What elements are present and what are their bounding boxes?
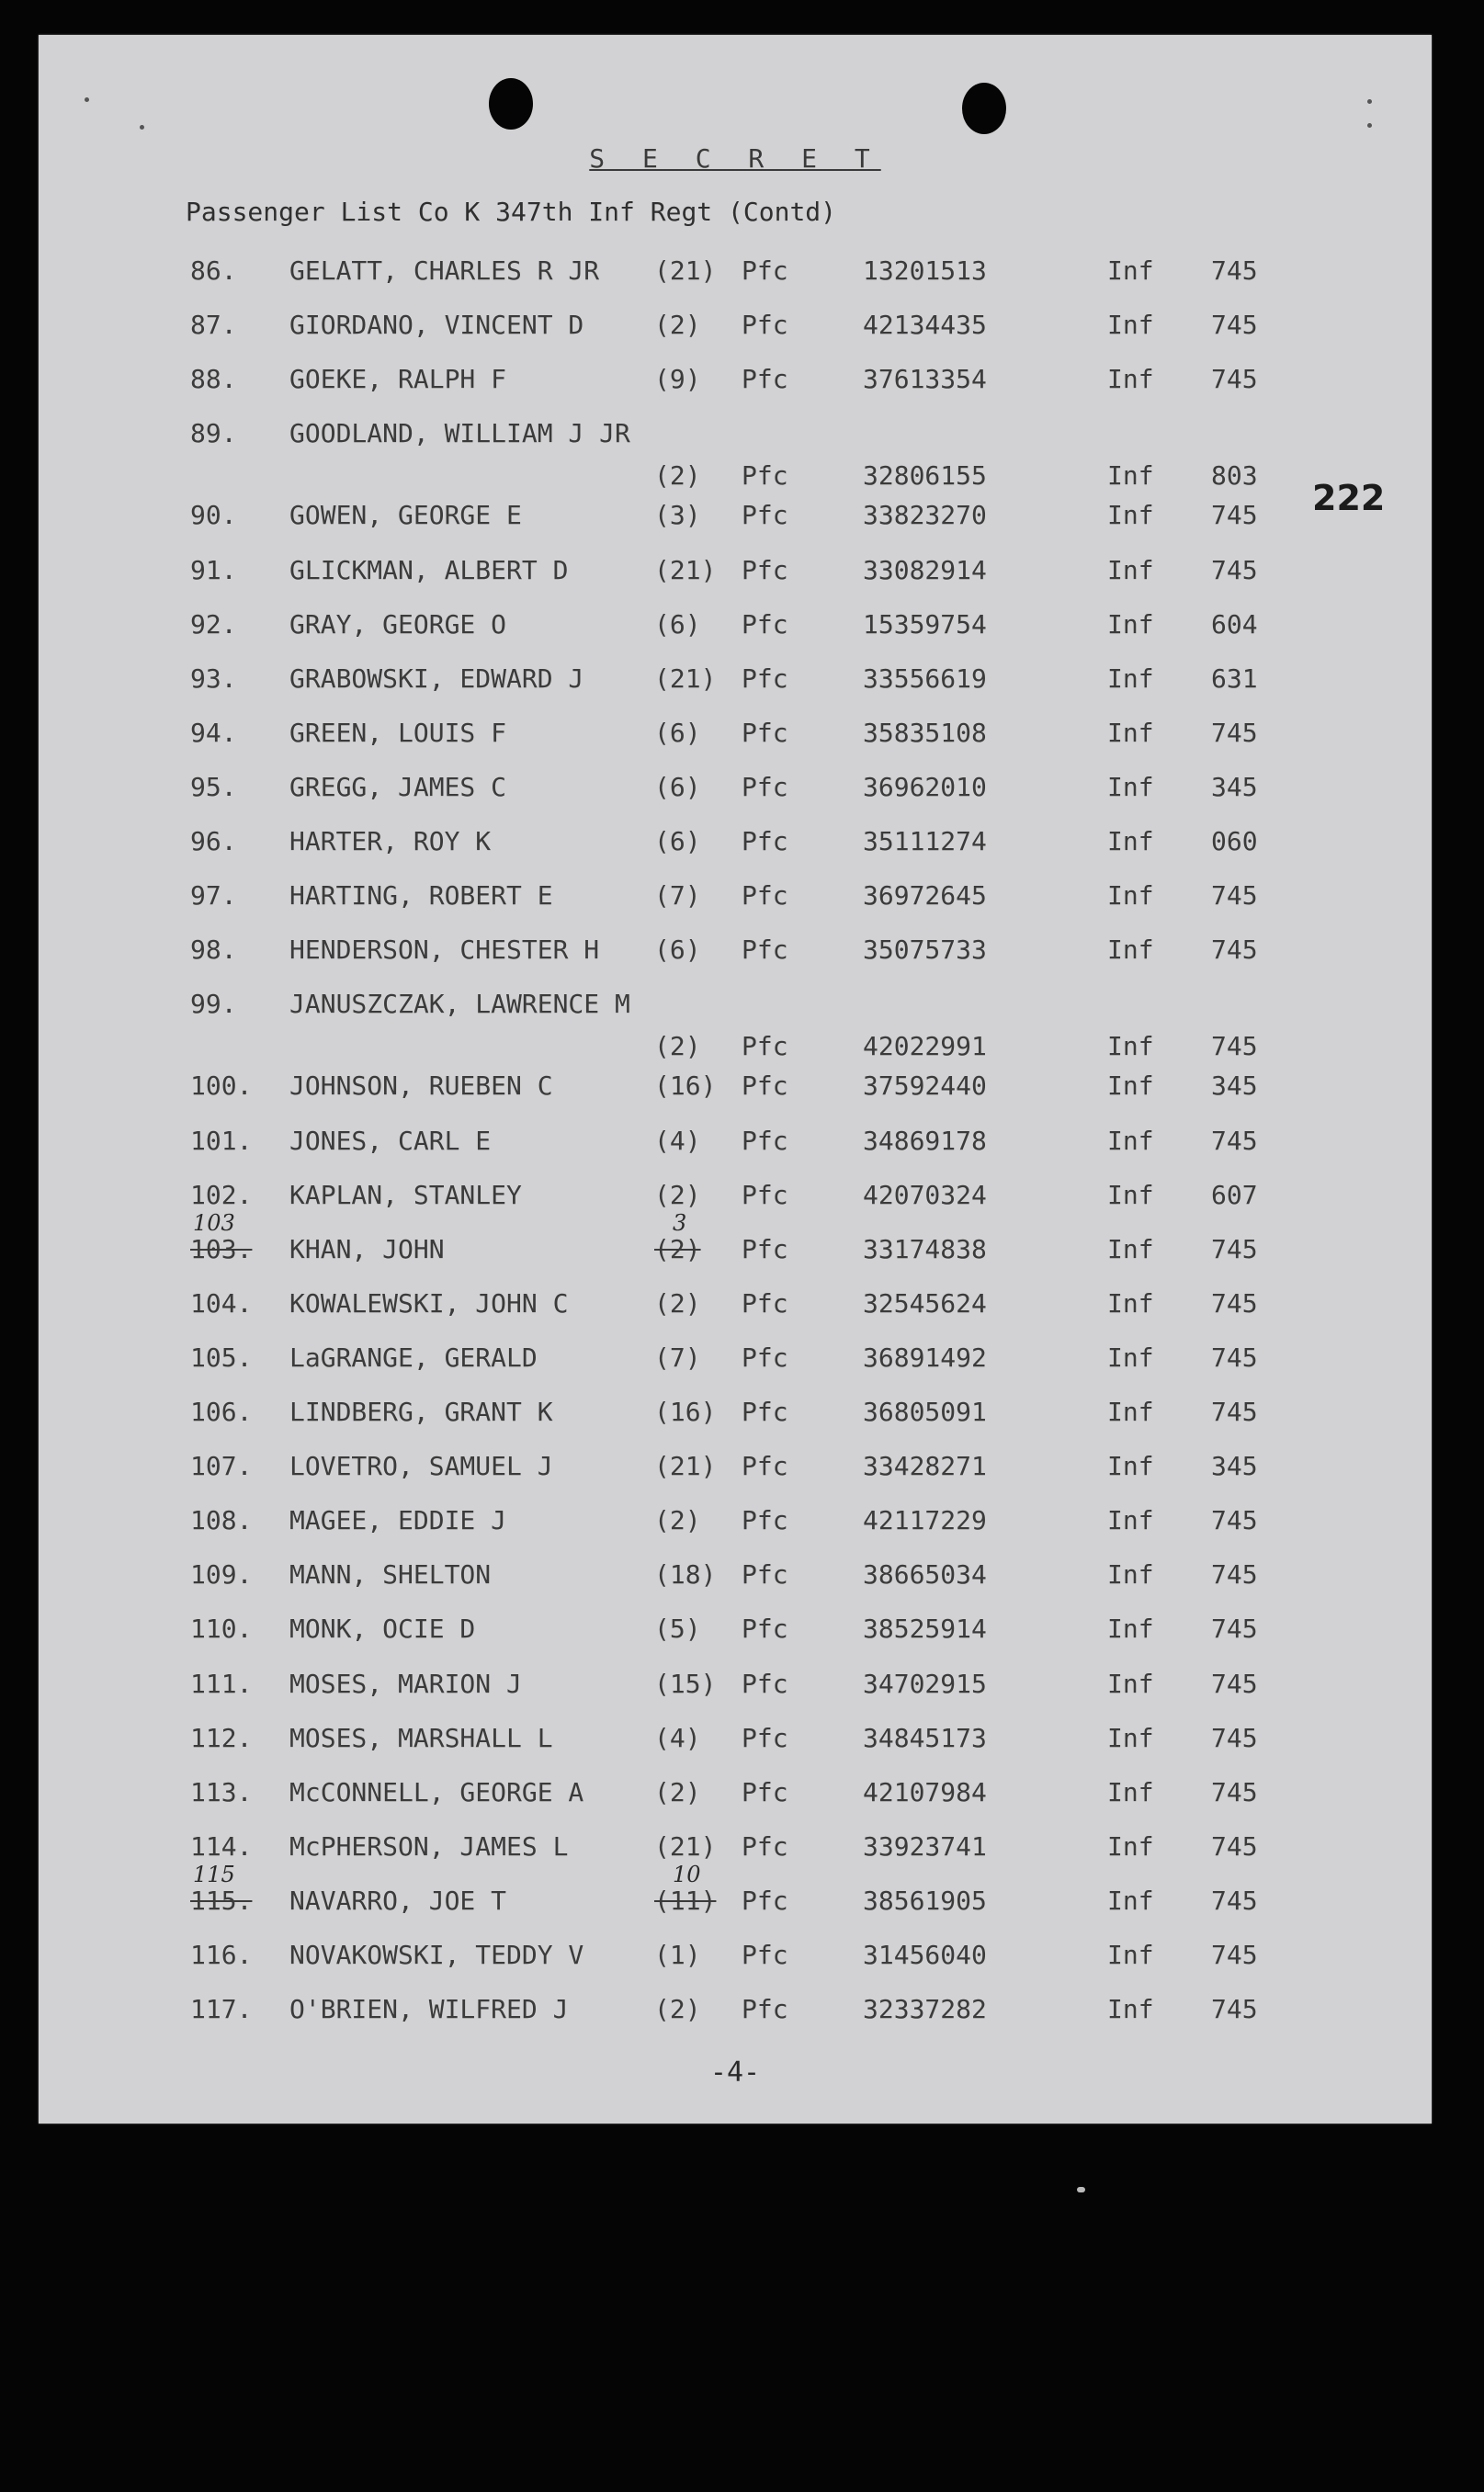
- soldier-name: HARTER, ROY K: [289, 826, 492, 856]
- serial-number: 42070324: [863, 1179, 987, 1210]
- branch: Inf: [1107, 1031, 1154, 1062]
- row-number: 89.: [190, 418, 237, 449]
- row-number: 91.: [190, 554, 237, 585]
- mos-code: 604: [1211, 608, 1258, 640]
- group-number: (3): [654, 500, 701, 531]
- handwritten-row-number: 103: [193, 1209, 235, 1236]
- branch: Inf: [1107, 1722, 1154, 1753]
- branch: Inf: [1107, 1179, 1154, 1210]
- group-number: (7): [654, 880, 701, 912]
- branch: Inf: [1107, 255, 1154, 286]
- rank: Pfc: [742, 460, 788, 492]
- list-row: [39, 772, 1432, 812]
- row-number: 97.: [190, 880, 237, 912]
- serial-number: 32545624: [863, 1287, 987, 1319]
- page-stamp-number: 222: [1312, 478, 1386, 518]
- group-number: (4): [654, 1722, 701, 1753]
- mos-code: 345: [1211, 771, 1258, 802]
- mos-code: 803: [1211, 460, 1258, 492]
- branch: Inf: [1107, 1125, 1154, 1156]
- rank: Pfc: [742, 826, 788, 856]
- group-number: (2): [654, 1031, 701, 1062]
- mos-code: 745: [1211, 554, 1258, 585]
- row-number: 113.: [190, 1776, 253, 1807]
- soldier-name: MOSES, MARION J: [289, 1668, 522, 1699]
- soldier-name: GRABOWSKI, EDWARD J: [289, 663, 584, 694]
- serial-number: 33428271: [863, 1451, 987, 1482]
- list-row: [39, 1669, 1432, 1709]
- row-number: 104.: [190, 1287, 253, 1319]
- soldier-name: KAPLAN, STANLEY: [289, 1179, 522, 1210]
- branch: Inf: [1107, 1668, 1154, 1699]
- branch: Inf: [1107, 1070, 1154, 1102]
- row-number: 99.: [190, 989, 237, 1020]
- soldier-name: GOEKE, RALPH F: [289, 364, 507, 395]
- branch: Inf: [1107, 934, 1154, 966]
- mos-code: 745: [1211, 1940, 1258, 1970]
- soldier-name: LOVETRO, SAMUEL J: [289, 1451, 553, 1482]
- group-number: (16): [654, 1070, 717, 1102]
- serial-number: 15359754: [863, 608, 987, 640]
- mos-code: 745: [1211, 1994, 1258, 2025]
- rank: Pfc: [742, 1397, 788, 1427]
- rank: Pfc: [742, 1031, 788, 1062]
- rank: Pfc: [742, 500, 788, 531]
- group-number: (6): [654, 608, 701, 640]
- row-number: 102.: [190, 1179, 253, 1210]
- list-row: [39, 1451, 1432, 1491]
- row-number: 88.: [190, 364, 237, 395]
- group-number: (2): [654, 1233, 701, 1264]
- group-number: (16): [654, 1397, 717, 1427]
- soldier-name: O'BRIEN, WILFRED J: [289, 1994, 569, 2025]
- rank: Pfc: [742, 1614, 788, 1645]
- mos-code: 745: [1211, 1830, 1258, 1862]
- soldier-name: MONK, OCIE D: [289, 1614, 476, 1645]
- list-row: [39, 255, 1432, 296]
- row-number: 112.: [190, 1722, 253, 1753]
- rank: Pfc: [742, 554, 788, 585]
- serial-number: 32337282: [863, 1994, 987, 2025]
- serial-number: 36972645: [863, 880, 987, 912]
- branch: Inf: [1107, 1940, 1154, 1970]
- group-number: (6): [654, 717, 701, 748]
- group-number: (2): [654, 1179, 701, 1210]
- list-row: [39, 1180, 1432, 1220]
- group-number: (2): [654, 460, 701, 492]
- rank: Pfc: [742, 1885, 788, 1916]
- list-row: [39, 1614, 1432, 1654]
- branch: Inf: [1107, 364, 1154, 395]
- soldier-name: JONES, CARL E: [289, 1125, 492, 1156]
- row-number: 94.: [190, 717, 237, 748]
- classification-marking: S E C R E T: [589, 143, 881, 174]
- soldier-name: McCONNELL, GEORGE A: [289, 1776, 584, 1807]
- row-number: 110.: [190, 1614, 253, 1645]
- list-row: [39, 418, 1432, 492]
- soldier-name: MANN, SHELTON: [289, 1559, 492, 1591]
- handwritten-row-number: 115: [193, 1861, 235, 1887]
- group-number: (2): [654, 1505, 701, 1536]
- branch: Inf: [1107, 1451, 1154, 1482]
- scan-speck: [1077, 2187, 1085, 2192]
- page-title: Passenger List Co K 347th Inf Regt (Contd): [186, 197, 837, 227]
- branch: Inf: [1107, 1397, 1154, 1427]
- group-number: (21): [654, 554, 717, 585]
- serial-number: 36891492: [863, 1342, 987, 1373]
- list-row: [39, 826, 1432, 867]
- row-number: 92.: [190, 608, 237, 640]
- list-row: [39, 989, 1432, 1062]
- mos-code: 745: [1211, 1722, 1258, 1753]
- branch: Inf: [1107, 460, 1154, 492]
- soldier-name: HARTING, ROBERT E: [289, 880, 553, 912]
- branch: Inf: [1107, 771, 1154, 802]
- mos-code: 745: [1211, 1668, 1258, 1699]
- list-row: [39, 364, 1432, 404]
- list-row: [39, 1940, 1432, 1980]
- soldier-name: GIORDANO, VINCENT D: [289, 310, 584, 341]
- mos-code: 745: [1211, 717, 1258, 748]
- branch: Inf: [1107, 880, 1154, 912]
- list-row: [39, 1861, 1432, 1926]
- rank: Pfc: [742, 717, 788, 748]
- branch: Inf: [1107, 826, 1154, 856]
- list-row: [39, 663, 1432, 704]
- list-row: [39, 1831, 1432, 1872]
- mos-code: 345: [1211, 1451, 1258, 1482]
- branch: Inf: [1107, 500, 1154, 531]
- mos-code: 745: [1211, 500, 1258, 531]
- row-number: 115.: [190, 1885, 253, 1916]
- mos-code: 060: [1211, 826, 1258, 856]
- branch: Inf: [1107, 554, 1154, 585]
- mos-code: 607: [1211, 1179, 1258, 1210]
- rank: Pfc: [742, 880, 788, 912]
- branch: Inf: [1107, 1233, 1154, 1264]
- serial-number: 35111274: [863, 826, 987, 856]
- serial-number: 35835108: [863, 717, 987, 748]
- rank: Pfc: [742, 1559, 788, 1591]
- serial-number: 42117229: [863, 1505, 987, 1536]
- rank: Pfc: [742, 1830, 788, 1862]
- serial-number: 42134435: [863, 310, 987, 341]
- mos-code: 745: [1211, 880, 1258, 912]
- list-row: [39, 1505, 1432, 1546]
- group-number: (9): [654, 364, 701, 395]
- serial-number: 37592440: [863, 1070, 987, 1102]
- list-row: [39, 1288, 1432, 1329]
- soldier-name: NAVARRO, JOE T: [289, 1885, 507, 1916]
- rank: Pfc: [742, 364, 788, 395]
- serial-number: 33174838: [863, 1233, 987, 1264]
- soldier-name: LINDBERG, GRANT K: [289, 1397, 553, 1427]
- handwritten-group-number: 10: [673, 1861, 701, 1887]
- row-number: 95.: [190, 771, 237, 802]
- serial-number: 42107984: [863, 1776, 987, 1807]
- row-number: 107.: [190, 1451, 253, 1482]
- rank: Pfc: [742, 1722, 788, 1753]
- soldier-name: GELATT, CHARLES R JR: [289, 255, 600, 286]
- soldier-name: GRAY, GEORGE O: [289, 608, 507, 640]
- group-number: (21): [654, 1451, 717, 1482]
- rank: Pfc: [742, 934, 788, 966]
- rank: Pfc: [742, 1505, 788, 1536]
- serial-number: 37613354: [863, 364, 987, 395]
- soldier-name: GOODLAND, WILLIAM J JR: [289, 418, 630, 449]
- handwritten-group-number: 3: [673, 1209, 687, 1236]
- serial-number: 32806155: [863, 460, 987, 492]
- branch: Inf: [1107, 310, 1154, 341]
- group-number: (21): [654, 663, 717, 694]
- list-row: [39, 555, 1432, 595]
- list-row: [39, 1126, 1432, 1166]
- branch: Inf: [1107, 717, 1154, 748]
- list-row: [39, 1209, 1432, 1274]
- group-number: (18): [654, 1559, 717, 1591]
- serial-number: 34702915: [863, 1668, 987, 1699]
- branch: Inf: [1107, 1885, 1154, 1916]
- mos-code: 745: [1211, 1031, 1258, 1062]
- serial-number: 38665034: [863, 1559, 987, 1591]
- row-number: 117.: [190, 1994, 253, 2025]
- soldier-name: GREGG, JAMES C: [289, 771, 507, 802]
- soldier-name: GLICKMAN, ALBERT D: [289, 554, 569, 585]
- serial-number: 36962010: [863, 771, 987, 802]
- mos-code: 745: [1211, 1233, 1258, 1264]
- row-number: 90.: [190, 500, 237, 531]
- branch: Inf: [1107, 1505, 1154, 1536]
- wrapped-row-continuation: [39, 1031, 1432, 1071]
- list-row: [39, 609, 1432, 650]
- branch: Inf: [1107, 1994, 1154, 2025]
- soldier-name: LaGRANGE, GERALD: [289, 1342, 538, 1373]
- branch: Inf: [1107, 1287, 1154, 1319]
- branch: Inf: [1107, 1342, 1154, 1373]
- rank: Pfc: [742, 1451, 788, 1482]
- mos-code: 745: [1211, 1505, 1258, 1536]
- soldier-name: JANUSZCZAK, LAWRENCE M: [289, 989, 630, 1020]
- row-number: 100.: [190, 1070, 253, 1102]
- group-number: (2): [654, 1776, 701, 1807]
- soldier-name: MAGEE, EDDIE J: [289, 1505, 507, 1536]
- soldier-name: GREEN, LOUIS F: [289, 717, 507, 748]
- row-number: 106.: [190, 1397, 253, 1427]
- row-number: 96.: [190, 826, 237, 856]
- group-number: (7): [654, 1342, 701, 1373]
- group-number: (4): [654, 1125, 701, 1156]
- group-number: (11): [654, 1885, 717, 1916]
- rank: Pfc: [742, 310, 788, 341]
- group-number: (6): [654, 771, 701, 802]
- row-number: 98.: [190, 934, 237, 966]
- branch: Inf: [1107, 1830, 1154, 1862]
- branch: Inf: [1107, 663, 1154, 694]
- serial-number: 38525914: [863, 1614, 987, 1645]
- branch: Inf: [1107, 608, 1154, 640]
- row-number: 103.: [190, 1233, 253, 1264]
- group-number: (6): [654, 934, 701, 966]
- list-row: [39, 310, 1432, 350]
- mos-code: 745: [1211, 1125, 1258, 1156]
- passenger-list: [39, 35, 1432, 2124]
- serial-number: 33556619: [863, 663, 987, 694]
- group-number: (6): [654, 826, 701, 856]
- soldier-name: GOWEN, GEORGE E: [289, 500, 522, 531]
- rank: Pfc: [742, 1070, 788, 1102]
- row-number: 93.: [190, 663, 237, 694]
- row-number: 116.: [190, 1940, 253, 1970]
- rank: Pfc: [742, 255, 788, 286]
- list-row: [39, 934, 1432, 975]
- serial-number: 33823270: [863, 500, 987, 531]
- rank: Pfc: [742, 608, 788, 640]
- group-number: (2): [654, 310, 701, 341]
- group-number: (2): [654, 1287, 701, 1319]
- soldier-name: JOHNSON, RUEBEN C: [289, 1070, 553, 1102]
- mos-code: 745: [1211, 255, 1258, 286]
- serial-number: 34845173: [863, 1722, 987, 1753]
- serial-number: 33082914: [863, 554, 987, 585]
- list-row: [39, 880, 1432, 921]
- soldier-name: McPHERSON, JAMES L: [289, 1830, 569, 1862]
- row-number: 108.: [190, 1505, 253, 1536]
- mos-code: 745: [1211, 1342, 1258, 1373]
- mos-code: 745: [1211, 364, 1258, 395]
- list-row: [39, 718, 1432, 758]
- soldier-name: NOVAKOWSKI, TEDDY V: [289, 1940, 584, 1970]
- rank: Pfc: [742, 663, 788, 694]
- document-page: [39, 35, 1432, 2124]
- branch: Inf: [1107, 1559, 1154, 1591]
- mos-code: 345: [1211, 1070, 1258, 1102]
- row-number: 87.: [190, 310, 237, 341]
- rank: Pfc: [742, 1287, 788, 1319]
- mos-code: 745: [1211, 1885, 1258, 1916]
- serial-number: 42022991: [863, 1031, 987, 1062]
- row-number: 86.: [190, 255, 237, 286]
- rank: Pfc: [742, 1668, 788, 1699]
- mos-code: 745: [1211, 1776, 1258, 1807]
- wrapped-row-continuation: [39, 460, 1432, 501]
- rank: Pfc: [742, 1994, 788, 2025]
- soldier-name: MOSES, MARSHALL L: [289, 1722, 553, 1753]
- list-row: [39, 1559, 1432, 1600]
- rank: Pfc: [742, 771, 788, 802]
- mos-code: 745: [1211, 1397, 1258, 1427]
- group-number: (2): [654, 1994, 701, 2025]
- row-number: 109.: [190, 1559, 253, 1591]
- list-row: [39, 500, 1432, 540]
- rank: Pfc: [742, 1940, 788, 1970]
- serial-number: 31456040: [863, 1940, 987, 1970]
- rank: Pfc: [742, 1776, 788, 1807]
- rank: Pfc: [742, 1342, 788, 1373]
- branch: Inf: [1107, 1614, 1154, 1645]
- branch: Inf: [1107, 1776, 1154, 1807]
- list-row: [39, 1070, 1432, 1111]
- serial-number: 33923741: [863, 1830, 987, 1862]
- soldier-name: HENDERSON, CHESTER H: [289, 934, 600, 966]
- rank: Pfc: [742, 1233, 788, 1264]
- rank: Pfc: [742, 1179, 788, 1210]
- serial-number: 34869178: [863, 1125, 987, 1156]
- row-number: 111.: [190, 1668, 253, 1699]
- mos-code: 745: [1211, 1559, 1258, 1591]
- row-number: 101.: [190, 1125, 253, 1156]
- mos-code: 631: [1211, 663, 1258, 694]
- list-row: [39, 1994, 1432, 2034]
- serial-number: 13201513: [863, 255, 987, 286]
- row-number: 105.: [190, 1342, 253, 1373]
- group-number: (1): [654, 1940, 701, 1970]
- serial-number: 36805091: [863, 1397, 987, 1427]
- mos-code: 745: [1211, 1614, 1258, 1645]
- soldier-name: KHAN, JOHN: [289, 1233, 445, 1264]
- serial-number: 38561905: [863, 1885, 987, 1916]
- soldier-name: KOWALEWSKI, JOHN C: [289, 1287, 569, 1319]
- list-row: [39, 1397, 1432, 1437]
- group-number: (5): [654, 1614, 701, 1645]
- mos-code: 745: [1211, 934, 1258, 966]
- row-number: 114.: [190, 1830, 253, 1862]
- list-row: [39, 1777, 1432, 1818]
- mos-code: 745: [1211, 1287, 1258, 1319]
- list-row: [39, 1723, 1432, 1763]
- mos-code: 745: [1211, 310, 1258, 341]
- rank: Pfc: [742, 1125, 788, 1156]
- group-number: (15): [654, 1668, 717, 1699]
- page-number: -4-: [709, 2056, 761, 2089]
- group-number: (21): [654, 1830, 717, 1862]
- list-row: [39, 1342, 1432, 1383]
- group-number: (21): [654, 255, 717, 286]
- serial-number: 35075733: [863, 934, 987, 966]
